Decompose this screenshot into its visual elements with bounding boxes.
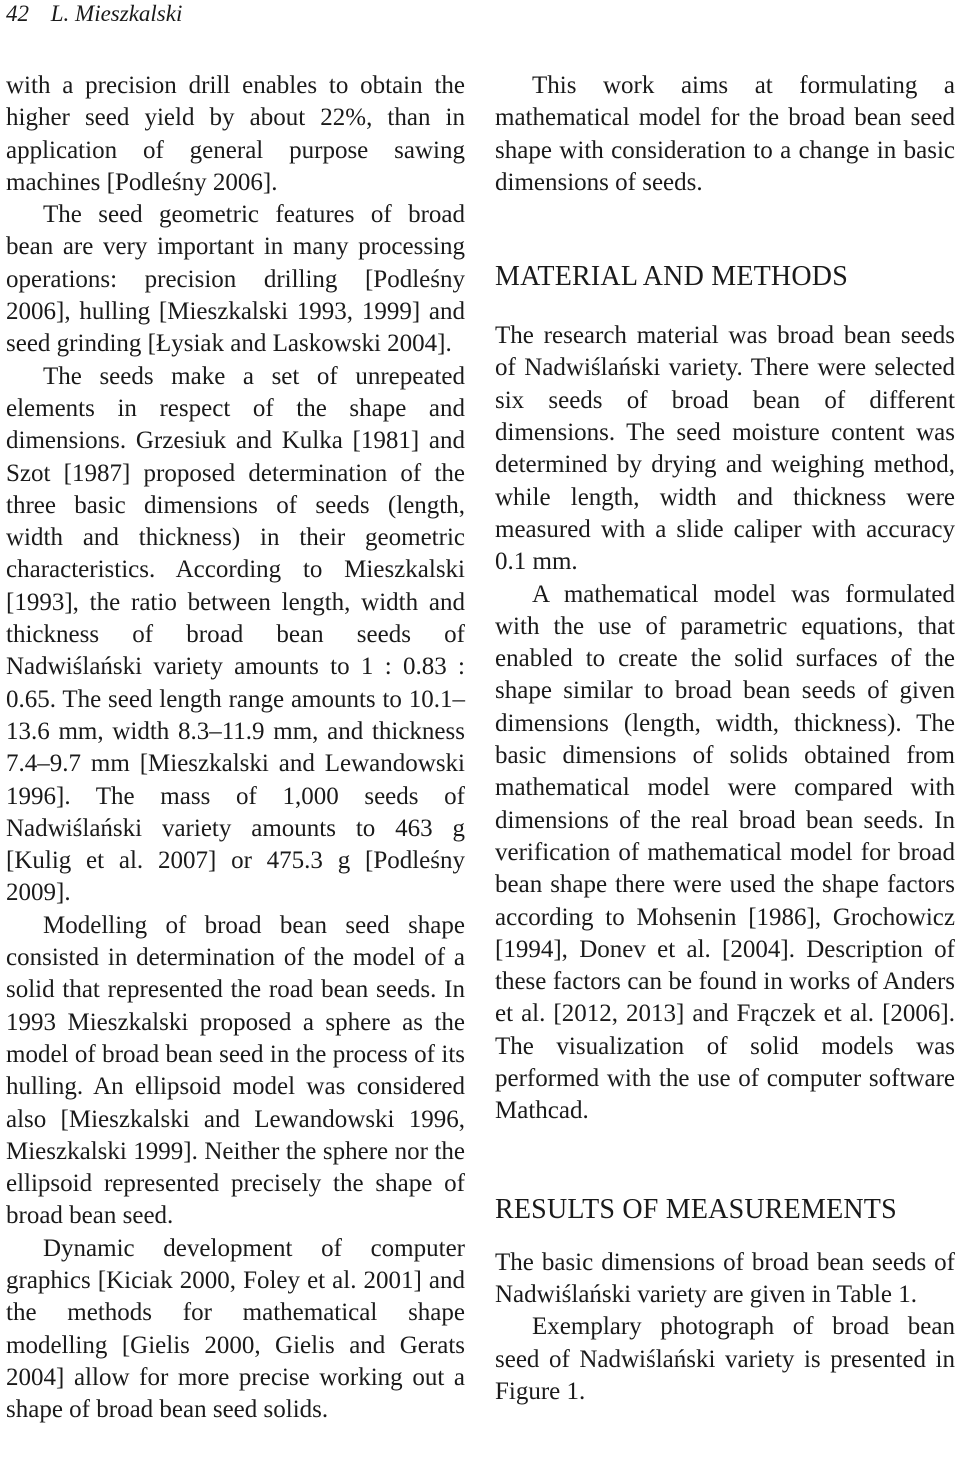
paragraph: The basic dimensions of broad bean seeds of Nadwiślański variety are given in Table 1. xyxy=(495,1248,955,1308)
paragraph: Dynamic development of computer graphics [Kiciak 2000, Foley et al. 2001] and the methods for mathematical shape modelling [Gielis 2000, Gielis and Gerats 2004] allow for more precise working out a shape of broad bean seed solids. xyxy=(6,1234,465,1424)
section-heading-results: RESULTS OF MEASUREMENTS xyxy=(495,1193,897,1225)
paragraph: The seed geometric features of broad bean are very important in many processing operations: precision drilling [Podleśny 2006], hulling [Mieszkalski 1993, 1999] and seed grinding [Łysiak and Laskowski 2004]. xyxy=(6,201,465,358)
running-header xyxy=(6,0,182,28)
paragraph: The seeds make a set of unrepeated elements in respect of the shape and dimensions. Grzesiuk and Kulka [1981] and Szot [1987] proposed determination of the three basic dimensions of seeds (length, width and thickness) in their geometric characteristics. According to Mieszkalski [1993], the ratio between length, width and thickness of broad bean seeds of Nadwiślański variety amounts to 1 : 0.83 : 0.65. The seed length range amounts to 10.1–13.6 mm, width 8.3–11.9 mm, and thickness 7.4–9.7 mm [Mieszkalski and Lewandowski 1996]. The mass of 1,000 seeds of Nadwiślański variety amounts to 463 g [Kulig et al. 2007] or 475.3 g [Podleśny 2009]. xyxy=(6,362,465,907)
paragraph: Exemplary photograph of broad bean seed of Nadwiślański variety is presented in Figure 1. xyxy=(495,1313,955,1405)
left-column xyxy=(6,70,465,1426)
paragraph: Modelling of broad bean seed shape consisted in determination of the model of a solid that represented the road bean seeds. In 1993 Mieszkalski proposed a sphere as the model of broad bean seed in the process of its hulling. An ellipsoid model was considered also [Mieszkalski and Lewandowski 1996, Mieszkalski 1999]. Neither the sphere nor the ellipsoid represented precisely the shape of broad bean seed. xyxy=(6,911,465,1230)
section-heading-methods: MATERIAL AND METHODS xyxy=(495,261,848,293)
running-author: L. Mieszkalski xyxy=(50,1,183,26)
paragraph: with a precision drill enables to obtain the higher seed yield by about 22%, than in application of general purpose sawing machines [Podleśny 2006]. xyxy=(6,72,465,196)
intro-paragraph: This work aims at formulating a mathematical model for the broad bean seed shape with consideration to a change in basic dimensions of seeds. xyxy=(495,72,955,196)
paragraph: A mathematical model was formulated with the use of parametric equations, that enabled to create the solid surfaces of the shape similar to broad bean seeds of given dimensions (length, width, thickness). The basic dimensions of solids obtained from mathematical model were compared with dimensions of the real broad bean seeds. In verification of mathematical model for broad bean shape there were used the shape factors according to Mohsenin [1986], Grochowicz [1994], Donev et al. [2004]. Description of these factors can be found in works of Anders et al. [2012, 2013] and Frączek et al. [2006]. The visualization of solid models was performed with the use of computer software Mathcad. xyxy=(495,580,955,1125)
page-number: 42 xyxy=(6,1,29,26)
right-column xyxy=(495,70,955,1408)
paragraph: The research material was broad bean seeds of Nadwiślański variety. There were selected six seeds of broad bean of different dimensions. The seed moisture content was determined by drying and weighing method, while length, width and thickness were measured with a slide caliper with accuracy 0.1 mm. xyxy=(495,322,955,576)
